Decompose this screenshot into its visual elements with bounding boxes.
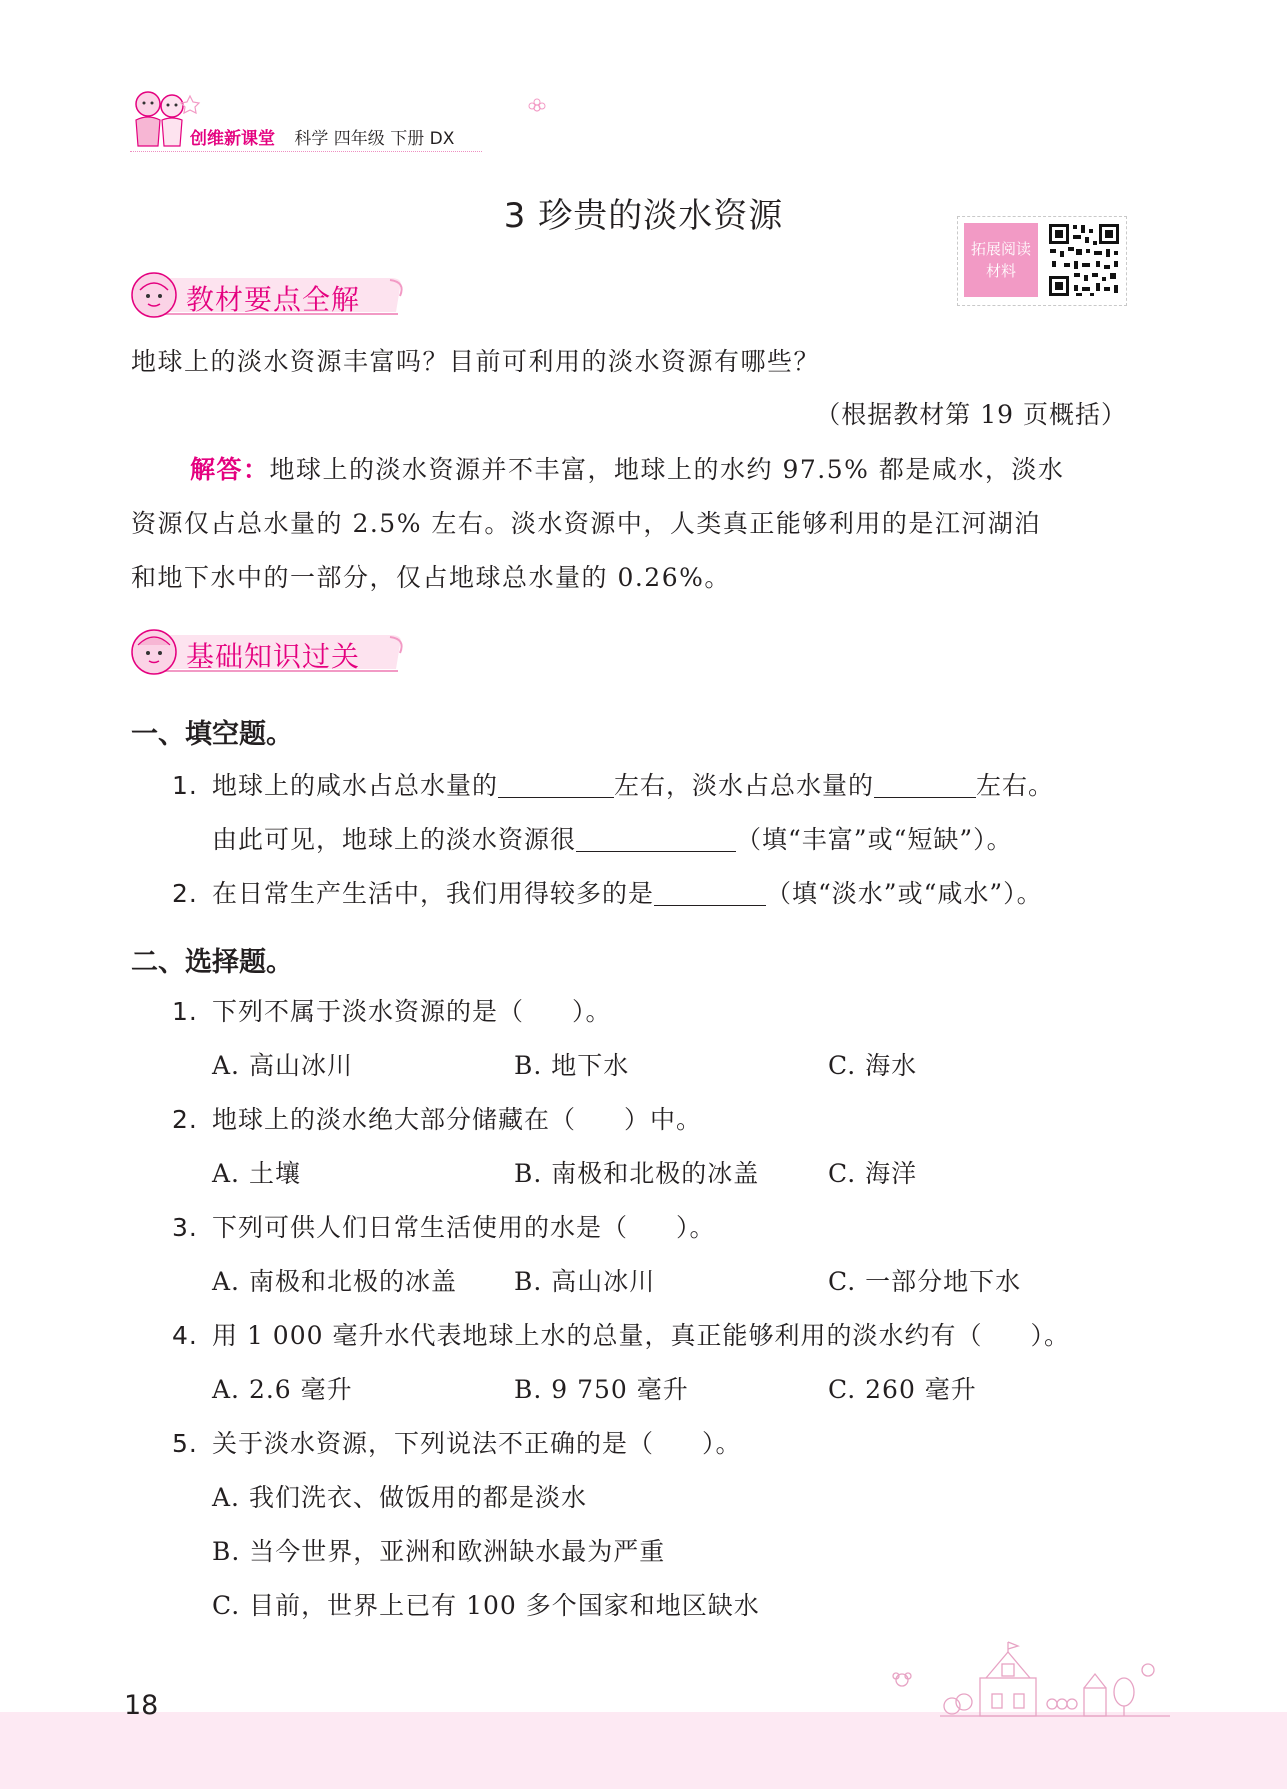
book-meta: 科学 四年级 下册 DX [294, 129, 455, 149]
option-c[interactable]: C. 海水 [828, 1051, 918, 1080]
choice-question-4 [172, 1316, 1070, 1352]
question-number: 4. [172, 1321, 198, 1350]
option-a[interactable]: A. 土壤 [212, 1159, 301, 1188]
section-banner-basic-knowledge [128, 625, 408, 679]
option-row [212, 1046, 1112, 1082]
running-header [190, 124, 454, 149]
option-b[interactable]: B. 地下水 [514, 1051, 630, 1080]
question-text: （填“丰富”或“短缺”）。 [736, 825, 1013, 854]
question-number: 2. [172, 1105, 198, 1134]
question-text: 在日常生产生活中，我们用得较多的是 [212, 879, 655, 908]
brand-name: 创维新课堂 [190, 129, 275, 149]
extended-reading-label-line1: 拓展阅读 [970, 240, 1031, 258]
extended-reading-label [964, 223, 1038, 297]
section-banner-label: 基础知识过关 [186, 640, 361, 673]
option-b[interactable]: B. 当今世界，亚洲和欧洲缺水最为严重 [212, 1537, 666, 1566]
question-number: 3. [172, 1213, 198, 1242]
page-number: 18 [124, 1690, 159, 1721]
lesson-title: 3 珍贵的淡水资源 [503, 196, 784, 236]
question-text: 地球上的淡水绝大部分储藏在（ [212, 1105, 577, 1134]
option-c[interactable]: C. 目前，世界上已有 100 多个国家和地区缺水 [212, 1591, 760, 1620]
fill-question-2 [172, 874, 1043, 910]
header-divider [130, 151, 482, 152]
qr-code-icon[interactable] [1046, 221, 1122, 303]
extended-reading-label-line2: 材料 [985, 262, 1016, 280]
option-c[interactable]: C. 260 毫升 [828, 1375, 977, 1404]
question-text: （填“淡水”或“咸水”）。 [766, 879, 1043, 908]
option-a[interactable]: A. 南极和北极的冰盖 [212, 1267, 457, 1296]
option-b[interactable]: B. 南极和北极的冰盖 [514, 1159, 760, 1188]
answer-line-1 [190, 450, 1064, 486]
extended-reading-box[interactable] [957, 216, 1127, 306]
answer-blank[interactable] [654, 881, 766, 906]
fill-question-1-cont [212, 820, 1013, 856]
question-number: 1. [172, 771, 198, 800]
question-text: ）。 [702, 1429, 742, 1458]
question-text: 由此可见，地球上的淡水资源很 [212, 825, 577, 854]
question-number: 1. [172, 997, 198, 1026]
option-b[interactable]: B. 高山冰川 [514, 1267, 656, 1296]
question-number: 5. [172, 1429, 198, 1458]
footer-band [0, 1712, 1287, 1789]
answer-blank[interactable] [498, 773, 614, 798]
question-text: 地球上的咸水占总水量的 [212, 771, 499, 800]
answer-text-1: 地球上的淡水资源并不丰富，地球上的水约 97.5% 都是咸水，淡水 [269, 455, 1065, 484]
fill-blank-heading: 一、填空题。 [131, 719, 293, 750]
question-text: ）中。 [624, 1105, 703, 1134]
question-text: ）。 [1030, 1321, 1070, 1350]
option-c[interactable]: C. 一部分地下水 [828, 1267, 1022, 1296]
option-row [212, 1154, 1112, 1190]
answer-blank[interactable] [874, 773, 976, 798]
choice-question-2 [172, 1100, 702, 1136]
section-banner-textbook-points [128, 268, 408, 322]
option-a[interactable]: A. 我们洗衣、做饭用的都是淡水 [212, 1483, 587, 1512]
question-text: 下列可供人们日常生活使用的水是（ [212, 1213, 629, 1242]
option-b[interactable]: B. 9 750 毫升 [514, 1375, 689, 1404]
option-a[interactable]: A. 高山冰川 [212, 1051, 353, 1080]
flower-icon [526, 98, 548, 122]
answer-blank[interactable] [576, 827, 736, 852]
question-text: 左右。 [976, 771, 1055, 800]
choice-heading: 二、选择题。 [131, 947, 293, 978]
answer-line-3: 和地下水中的一部分，仅占地球总水量的 0.26%。 [131, 563, 731, 592]
answer-line-2: 资源仅占总水量的 2.5% 左右。淡水资源中，人类真正能够利用的是江河湖泊 [131, 509, 1041, 538]
key-question: 地球上的淡水资源丰富吗？目前可利用的淡水资源有哪些？ [131, 347, 821, 376]
choice-question-3 [172, 1208, 716, 1244]
fill-question-1 [172, 766, 1054, 802]
question-number: 2. [172, 879, 198, 908]
question-text: ）。 [676, 1213, 716, 1242]
option-a[interactable]: A. 2.6 毫升 [212, 1375, 353, 1404]
question-text: 用 1 000 毫升水代表地球上水的总量，真正能够利用的淡水约有（ [212, 1321, 983, 1350]
question-text: 左右，淡水占总水量的 [614, 771, 875, 800]
option-row [212, 1370, 1112, 1406]
source-note: （根据教材第 19 页概括） [815, 400, 1127, 429]
choice-question-1 [172, 992, 612, 1028]
option-c[interactable]: C. 海洋 [828, 1159, 918, 1188]
question-text: 下列不属于淡水资源的是（ [212, 997, 525, 1026]
answer-label: 解答： [190, 455, 270, 484]
section-banner-label: 教材要点全解 [186, 283, 361, 316]
option-row [212, 1262, 1112, 1298]
choice-question-5 [172, 1424, 742, 1460]
castle-trees-illustration [880, 1640, 1170, 1722]
question-text: ）。 [572, 997, 612, 1026]
question-text: 关于淡水资源，下列说法不正确的是（ [212, 1429, 655, 1458]
